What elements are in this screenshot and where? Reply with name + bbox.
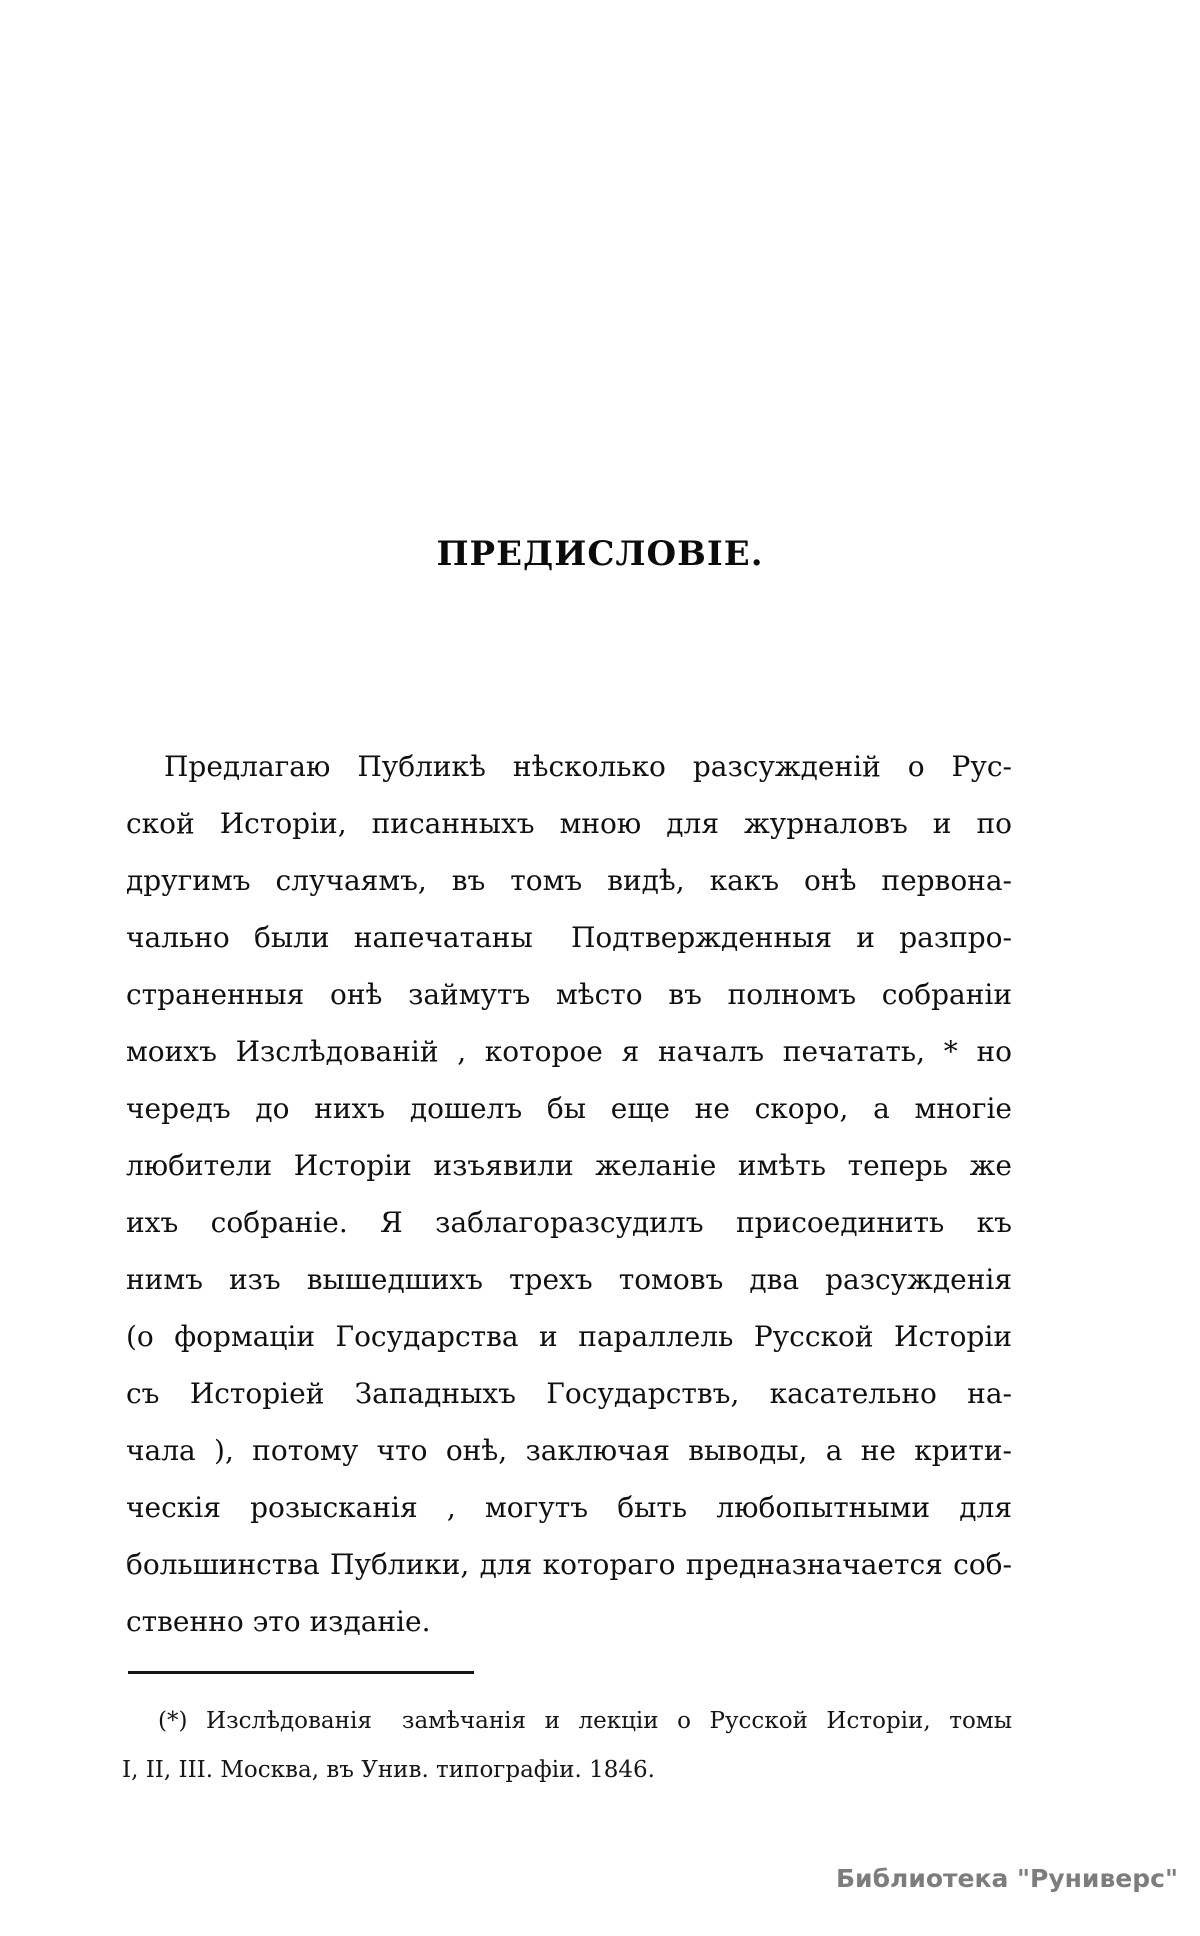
body-line: чала ), потому что онѣ, заключая выводы, а не крити- (126, 1434, 1012, 1467)
body-line: большинства Публики, для котораго предназначается соб- (126, 1548, 1012, 1581)
body-line: (о формаціи Государства и параллель Русской Исторіи (126, 1320, 1012, 1353)
footnote (122, 1697, 1012, 1795)
body-line: страненныя онѣ займутъ мѣсто въ полномъ собраніи (126, 978, 1012, 1011)
body-line: нимъ изъ вышедшихъ трехъ томовъ два разсужденія (126, 1263, 1012, 1296)
body-line: чередъ до нихъ дошелъ бы еще не скоро, а многіе (126, 1092, 1012, 1125)
body-line: чально были напечатаны Подтвержденныя и разпро- (126, 921, 1012, 954)
body-line: ческія розысканія , могутъ быть любопытными для (126, 1491, 1012, 1524)
body-line: ихъ собраніе. Я заблагоразсудилъ присоединить къ (126, 1206, 1012, 1239)
body-text (126, 738, 1012, 1650)
footnote-line: (*) Изслѣдованія замѣчанія и лекціи о Русской Исторіи, томы (158, 1708, 1012, 1734)
watermark: Библиотека "Руниверс" (836, 1864, 1178, 1893)
body-line: съ Исторіей Западныхъ Государствъ, касательно на- (126, 1377, 1012, 1410)
body-line: любители Исторіи изъявили желаніе имѣть теперь же (126, 1149, 1012, 1182)
page-title: ПРЕДИСЛОВІЕ. (436, 534, 764, 574)
body-line: ской Исторіи, писанныхъ мною для журналовъ и по (126, 807, 1012, 840)
body-line: Предлагаю Публикѣ нѣсколько разсужденій о Рус- (164, 750, 1012, 783)
body-line: моихъ Изслѣдованій , которое я началъ печатать, * но (126, 1035, 1012, 1068)
body-line: ственно это изданіе. (126, 1605, 431, 1638)
footnote-separator (128, 1671, 474, 1674)
body-line: другимъ случаямъ, въ томъ видѣ, какъ онѣ первона- (126, 864, 1012, 897)
footnote-line: I, II, III. Москва, въ Унив. типографіи. 1846. (122, 1757, 655, 1783)
